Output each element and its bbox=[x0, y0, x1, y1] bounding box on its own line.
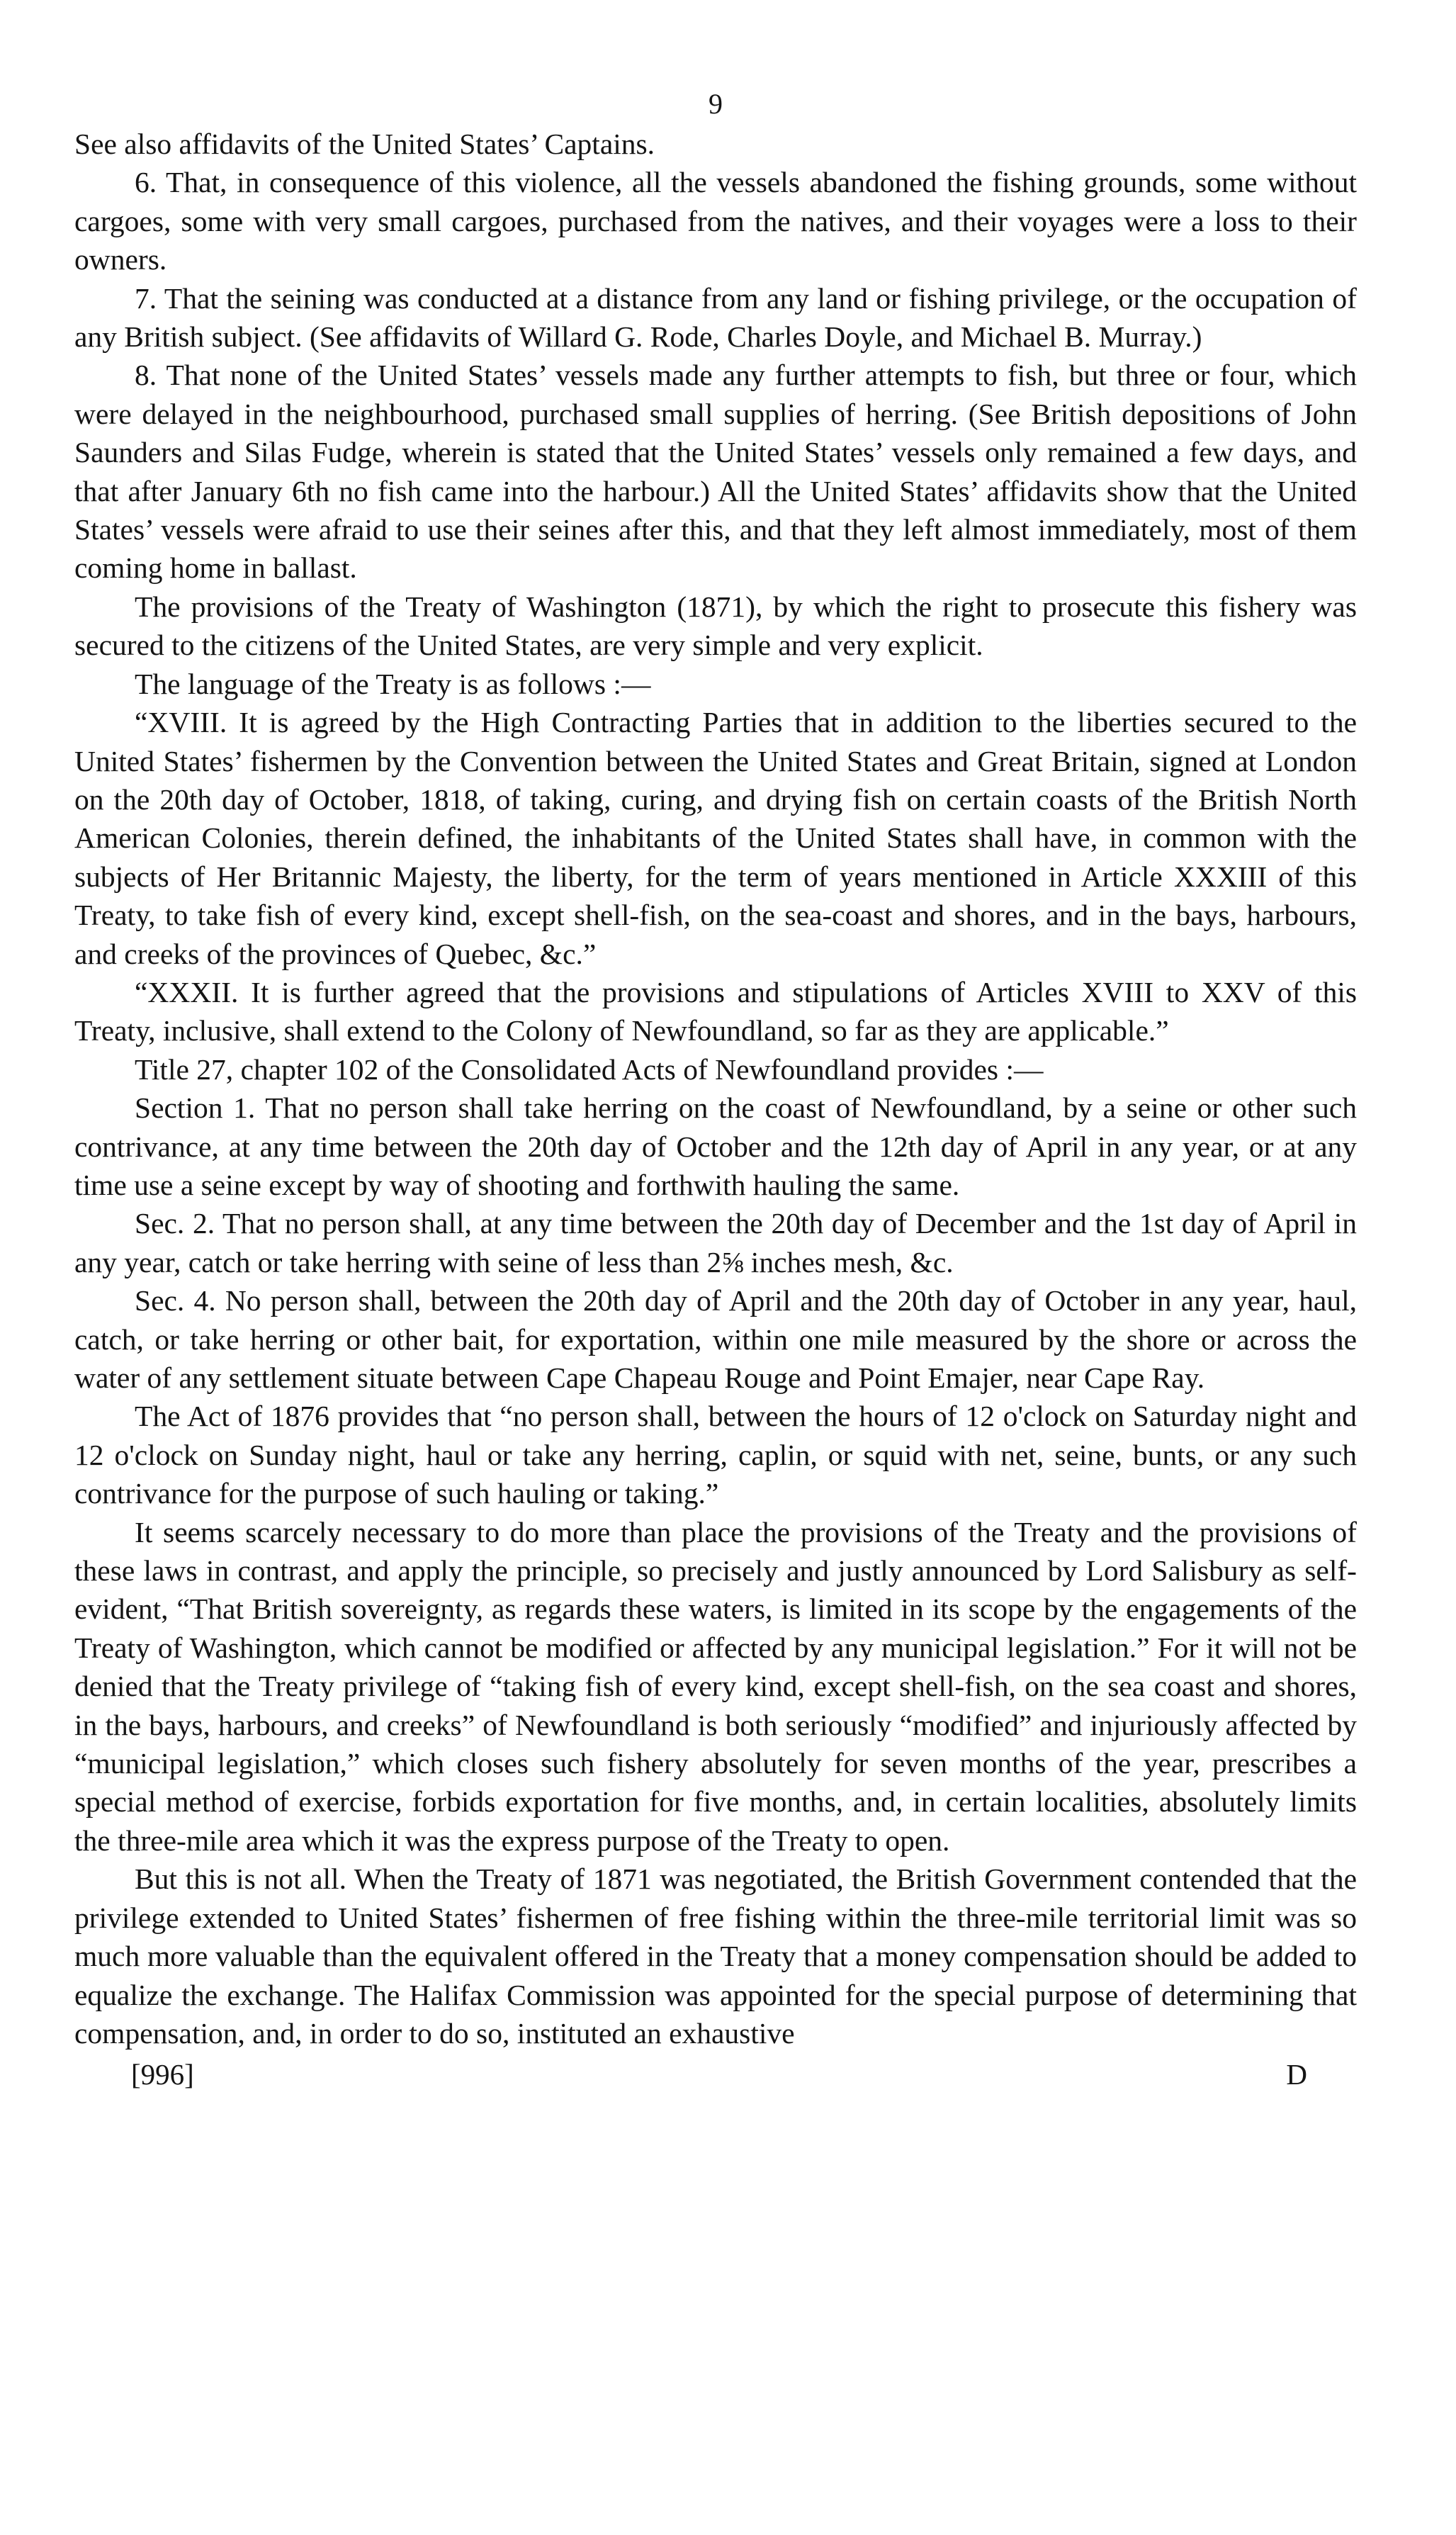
paragraph-section-4: Sec. 4. No person shall, between the 20th day of April and the 20th day of October in any year, haul, catch, or take herring or other bait, for exportation, within one mile measured by the shore or across the water of any settlement situate between Cape Chapeau Rouge and Point Emajer, near Cape Ray. bbox=[74, 1284, 1357, 1394]
paragraph-title-27: Title 27, chapter 102 of the Consolidated Acts of Newfoundland provides :— bbox=[135, 1052, 1044, 1086]
quote-article-xviii: “XVIII. It is agreed by the High Contracting Parties that in addition to the liberties secured to the United States’ fishermen by the Convention between the United States and Great Britain, signed at London on the 20th day of October, 1818, of taking, curing, and drying fish on certain coasts of the British North American Colonies, therein defined, the inhabitants of the United States shall have, in common with the subjects of Her Britannic Majesty, the liberty, for the term of years mentioned in Article XXXIII of this Treaty, to take fish of every kind, except shell-fish, on the sea-coast and shores, and in the bays, harbours, and creeks of the provinces of Quebec, &c.” bbox=[74, 706, 1357, 970]
paragraph-treaty-provisions: The provisions of the Treaty of Washington (1871), by which the right to prosecute this fishery was secured to the citizens of the United States, are very simple and very explicit. bbox=[74, 590, 1357, 662]
paragraph-section-2: Sec. 2. That no person shall, at any time between the 20th day of December and the 1st day of April in any year, catch or take herring with seine of less than 2⅝ inches mesh, &c. bbox=[74, 1207, 1357, 1278]
paragraph-item-6: 6. That, in consequence of this violence, all the vessels abandoned the fishing grounds, some without cargoes, some with very small cargoes, purchased from the natives, and their voyages were a loss to their owners. bbox=[74, 166, 1357, 276]
signature-mark: D bbox=[1286, 2058, 1307, 2091]
paragraph-halifax-commission: But this is not all. When the Treaty of 1871 was negotiated, the British Government contended that the privilege extended to United States’ fishermen of free fishing within the three-mile territorial limit was so much more valuable than the equivalent offered in the Treaty that a money compensation should be added to equalize the exchange. The Halifax Commission was appointed for the special purpose of determining that compensation, and, in order to do so, instituted an exhaustive bbox=[74, 1862, 1357, 2050]
paragraph-act-1876: The Act of 1876 provides that “no person shall, between the hours of 12 o'clock on Saturday night and 12 o'clock on Sunday night, haul or take any herring, caplin, or squid with net, seine, bunts, or any such contrivance for the purpose of such hauling or taking.” bbox=[74, 1400, 1357, 1510]
paragraph-see-also: See also affidavits of the United States’ Captains. bbox=[74, 128, 655, 160]
paragraph-section-1: Section 1. That no person shall take herring on the coast of Newfoundland, by a seine or other such contrivance, at any time between the 20th day of October and the 12th day of April in any year, or at any time use a seine except by way of shooting and forthwith hauling the same. bbox=[74, 1091, 1357, 1201]
quote-article-xxxii: “XXXII. It is further agreed that the provisions and stipulations of Articles XVIII to XXV of this Treaty, inclusive, shall extend to the Colony of Newfoundland, so far as they are applicable.” bbox=[74, 975, 1357, 1047]
print-code: [996] bbox=[131, 2058, 194, 2091]
paragraph-item-8: 8. That none of the United States’ vessels made any further attempts to fish, but three or four, which were delayed in the neighbourhood, purchased small supplies of herring. (See British depositions of John Saunders and Silas Fudge, wherein is stated that the United States’ vessels only remained a few days, and that after January 6th no fish came into the harbour.) All the United States’ affidavits show that the United States’ vessels were afraid to use their seines after this, and that they left almost immediately, most of them coming home in ballast. bbox=[74, 359, 1357, 585]
paragraph-argument: It seems scarcely necessary to do more than place the provisions of the Treaty and the provisions of these laws in contrast, and apply the principle, so precisely and justly announced by Lord Salisbury as self-evident, “That British sovereignty, as regards these waters, is limited in its scope by the engagements of the Treaty of Washington, which cannot be modified or affected by any municipal legislation.” For it will not be denied that the Treaty privilege of “taking fish of every kind, except shell-fish, on the sea coast and shores, in the bays, harbours, and creeks” of Newfoundland is both seriously “modified” and injuriously affected by “municipal legislation,” which closes such fishery absolutely for seven months of the year, prescribes a special method of exercise, forbids exportation for five months, and, in certain localities, absolutely limits the three-mile area which it was the express purpose of the Treaty to open. bbox=[74, 1515, 1357, 1857]
paragraph-treaty-language: The language of the Treaty is as follows :— bbox=[135, 667, 651, 700]
document-page bbox=[74, 85, 1357, 2093]
paragraph-item-7: 7. That the seining was conducted at a distance from any land or fishing privilege, or the occupation of any British subject. (See affidavits of Willard G. Rode, Charles Doyle, and Michael B. Murray.) bbox=[74, 281, 1357, 354]
page-number: 9 bbox=[709, 88, 723, 120]
page-footer bbox=[74, 2055, 1357, 2093]
